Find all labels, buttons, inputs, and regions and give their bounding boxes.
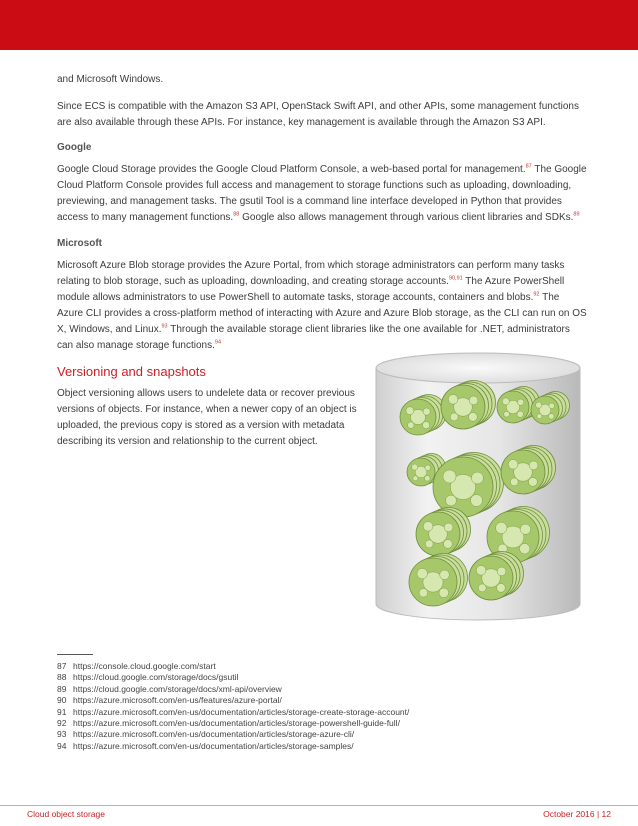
object-blob bbox=[423, 521, 433, 531]
footnote-link[interactable]: https://console.cloud.google.com/start bbox=[73, 661, 216, 671]
footnote-91 bbox=[57, 707, 587, 718]
footnote-link[interactable]: https://azure.microsoft.com/en-us/documentation/articles/storage-create-storage-account/ bbox=[73, 706, 410, 717]
footnote-94 bbox=[57, 741, 587, 752]
microsoft-heading: Microsoft bbox=[57, 238, 102, 249]
google-text-2: The Google Cloud Platform Console provides full access and management to storage functions such as uploading, downloading, previewing, and management tasks. The gsutil Tool is a command line interface developed in Python that provides access to many management functions. bbox=[57, 164, 587, 223]
object-blob bbox=[419, 588, 428, 597]
footnote-link[interactable]: https://azure.microsoft.com/en-us/documentation/articles/storage-powershell-guide-full/ bbox=[73, 718, 400, 729]
footnote-ref-89[interactable]: 89 bbox=[573, 211, 580, 218]
footnote-ref-90-91[interactable]: 90,91 bbox=[448, 275, 463, 282]
object-blob bbox=[469, 413, 478, 422]
object-blob bbox=[423, 408, 430, 415]
object-blob bbox=[549, 414, 555, 420]
object-blob bbox=[478, 584, 486, 592]
object-blob bbox=[510, 478, 518, 486]
object-blob bbox=[425, 540, 433, 548]
footnote-number: 92 bbox=[57, 718, 67, 729]
footnote-link[interactable]: https://cloud.google.com/storage/docs/xml-api/overview bbox=[73, 683, 282, 694]
object-blob bbox=[450, 413, 458, 421]
footnote-93 bbox=[57, 729, 587, 740]
object-blob bbox=[497, 567, 506, 576]
object-blob bbox=[504, 411, 510, 417]
cylinder-top bbox=[376, 353, 580, 383]
footnote-ref-93[interactable]: 93 bbox=[161, 323, 168, 330]
footnote-number: 88 bbox=[57, 672, 67, 683]
footnote-87 bbox=[57, 661, 587, 672]
object-blob bbox=[440, 570, 450, 580]
continuation-text: and Microsoft Windows. bbox=[57, 74, 164, 85]
versioning-heading: Versioning and snapshots bbox=[57, 364, 206, 379]
google-paragraph bbox=[57, 162, 587, 226]
footnote-ref-88[interactable]: 88 bbox=[233, 211, 240, 218]
ecs-paragraph: Since ECS is compatible with the Amazon S3 API, OpenStack Swift API, and other APIs, some management functions are also available through these APIs. For instance, key management is available through the Amazon S3 API. bbox=[57, 101, 579, 128]
object-blob bbox=[444, 540, 453, 549]
microsoft-text-1: Microsoft Azure Blob storage provides the Azure Portal, from which storage administrators can perform many tasks relating to blob storage, such as uploading, downloading, and creating storage accounts. bbox=[57, 260, 565, 287]
footnote-number: 94 bbox=[57, 740, 67, 751]
footer-page-info: October 2016 | 12 bbox=[543, 809, 611, 819]
footnote-number: 93 bbox=[57, 729, 67, 740]
object-blob bbox=[529, 461, 538, 470]
google-text-3: Google also allows management through various client libraries and SDKs. bbox=[239, 212, 574, 223]
microsoft-text-4: Through the available storage client libraries like the one available for .NET, administrators can also manage storage functions. bbox=[57, 324, 570, 351]
object-blob bbox=[496, 522, 507, 533]
object-blob bbox=[520, 544, 530, 554]
footnote-89 bbox=[57, 684, 587, 695]
object-blob bbox=[529, 478, 538, 487]
footnote-92 bbox=[57, 718, 587, 729]
object-blob bbox=[412, 464, 418, 470]
object-blob bbox=[425, 465, 431, 471]
object-blob bbox=[413, 476, 418, 481]
object-blob bbox=[508, 459, 518, 469]
microsoft-text-3: The Azure CLI provides a cross-platform method of interacting with Azure and Azure Blob storage, as the CLI can run on OS X, Windows, and Linux. bbox=[57, 292, 587, 335]
object-blob bbox=[476, 565, 486, 575]
footnote-ref-92[interactable]: 92 bbox=[533, 291, 540, 298]
object-blob bbox=[502, 398, 509, 405]
footnote-link[interactable]: https://azure.microsoft.com/en-us/features/azure-portal/ bbox=[73, 695, 282, 706]
object-blob bbox=[471, 495, 483, 507]
footnote-link[interactable]: https://azure.microsoft.com/en-us/documentation/articles/storage-samples/ bbox=[73, 740, 354, 751]
footnote-90 bbox=[57, 695, 587, 706]
footnote-number: 87 bbox=[57, 661, 67, 671]
object-blob bbox=[520, 524, 530, 534]
footnote-number: 90 bbox=[57, 695, 67, 706]
object-blob bbox=[517, 399, 523, 405]
object-blob bbox=[406, 407, 414, 415]
google-text-1: Google Cloud Storage provides the Google Cloud Platform Console, a web-based portal for management. bbox=[57, 164, 526, 175]
footnote-link[interactable]: https://azure.microsoft.com/en-us/documentation/articles/storage-azure-cli/ bbox=[73, 729, 355, 740]
footer-title: Cloud object storage bbox=[27, 809, 105, 819]
footnote-ref-94[interactable]: 94 bbox=[214, 339, 222, 346]
object-blob bbox=[497, 584, 506, 593]
object-blob bbox=[439, 588, 449, 598]
footnote-number: 89 bbox=[57, 683, 67, 694]
footer-divider bbox=[0, 805, 638, 806]
object-blob bbox=[469, 396, 478, 405]
microsoft-text-2: The Azure PowerShell module allows administrators to use PowerShell to automate tasks, storage accounts, containers and blobs. bbox=[57, 276, 565, 303]
footnote-link[interactable]: https://cloud.google.com/storage/docs/gsutil bbox=[73, 672, 239, 683]
object-blob bbox=[517, 411, 523, 417]
object-blob bbox=[423, 422, 430, 429]
google-heading: Google bbox=[57, 142, 92, 153]
top-brand-bar bbox=[0, 0, 638, 50]
footnote-divider bbox=[57, 654, 93, 655]
storage-cylinder-illustration bbox=[373, 352, 583, 622]
object-blob bbox=[448, 394, 458, 404]
object-blob bbox=[417, 568, 428, 579]
versioning-paragraph: Object versioning allows users to undelete data or recover previous versions of objects. For instance, when a newer copy of an object is uploaded, the previous copy is stored as a version with metadata describing its version and relationship to the current object. bbox=[57, 388, 357, 447]
footnote-ref-87[interactable]: 87 bbox=[525, 163, 532, 170]
object-blob bbox=[537, 414, 542, 419]
microsoft-paragraph bbox=[57, 258, 587, 354]
footnotes-section bbox=[57, 654, 587, 752]
object-blob bbox=[471, 472, 483, 484]
object-blob bbox=[444, 523, 453, 532]
footnote-number: 91 bbox=[57, 706, 67, 717]
object-blob bbox=[536, 402, 542, 408]
object-blob bbox=[425, 476, 431, 482]
footnote-88 bbox=[57, 672, 587, 683]
object-blob bbox=[446, 495, 457, 506]
object-blob bbox=[549, 403, 555, 409]
object-blob bbox=[443, 470, 456, 483]
object-blob bbox=[408, 422, 414, 428]
